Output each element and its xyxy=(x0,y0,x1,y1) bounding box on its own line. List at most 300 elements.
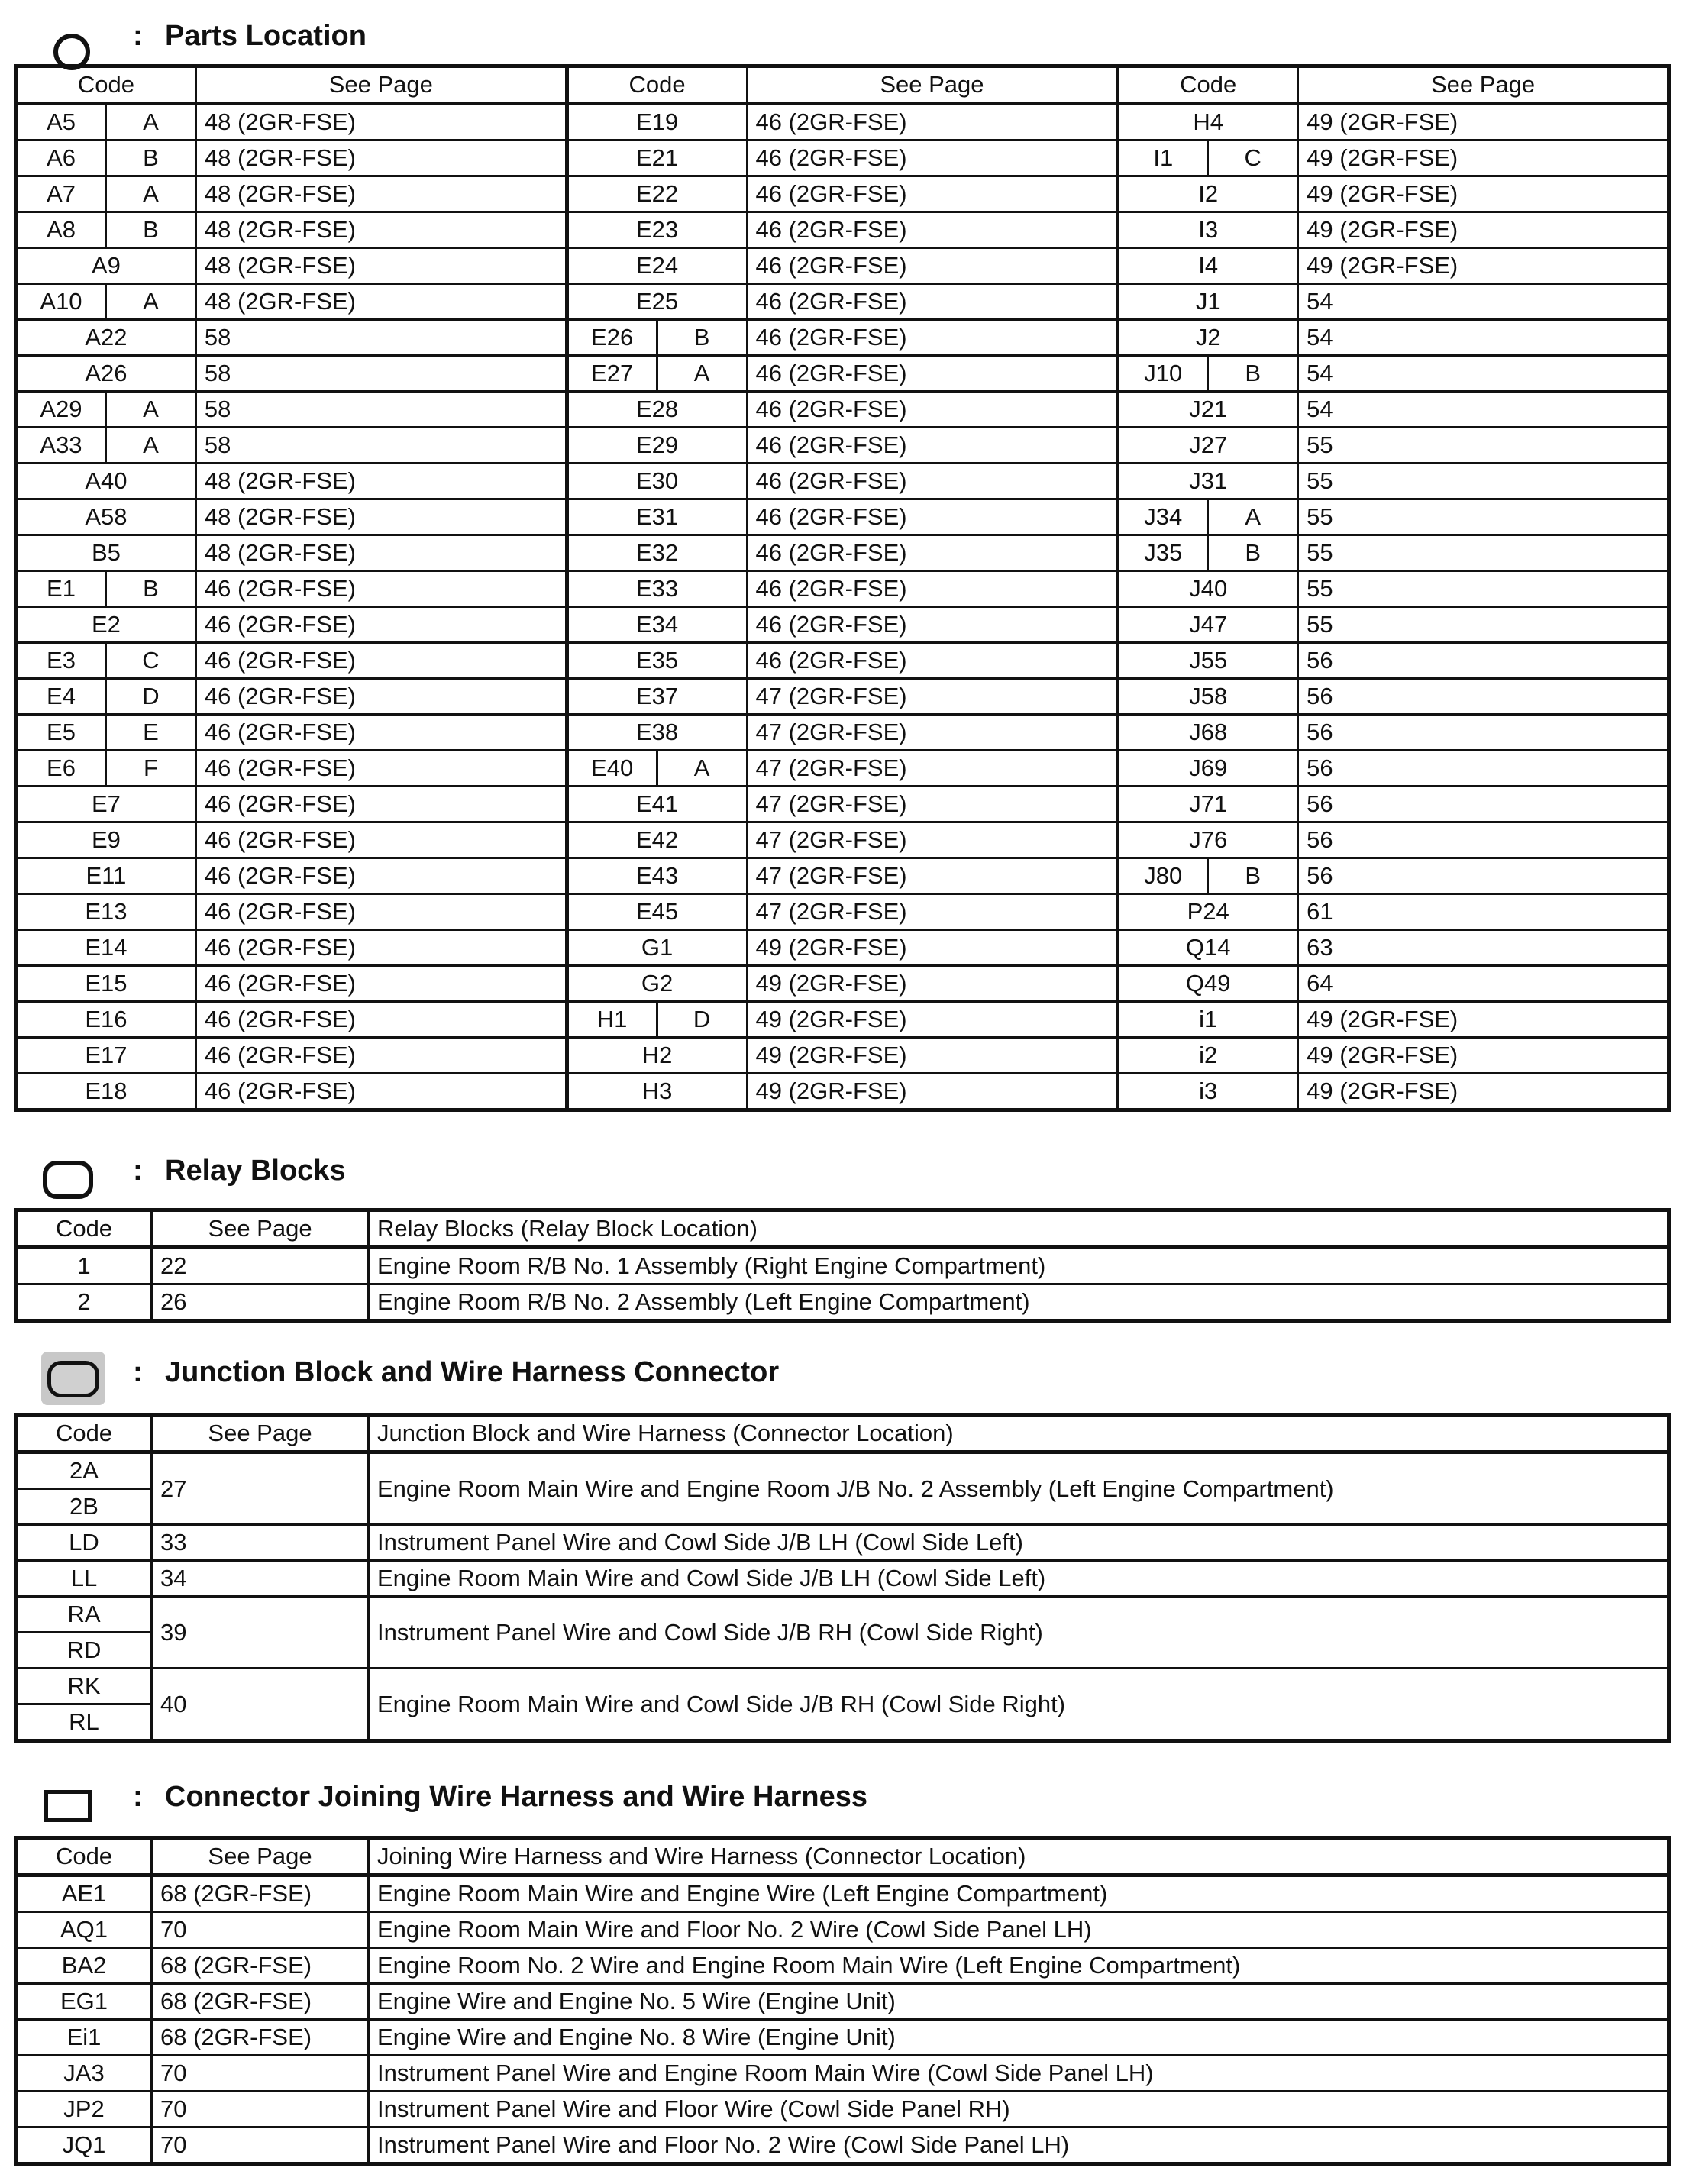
code-cell: J47 xyxy=(1118,607,1298,643)
table-row xyxy=(16,2092,1669,2127)
colon: : xyxy=(133,1356,143,1388)
connector-letter-cell: C xyxy=(105,643,195,679)
header-description: Junction Block and Wire Harness (Connector Location) xyxy=(369,1415,1669,1452)
see-page-cell: 46 (2GR-FSE) xyxy=(747,104,1118,141)
see-page-cell: 48 (2GR-FSE) xyxy=(195,176,567,212)
see-page-cell: 49 (2GR-FSE) xyxy=(1298,212,1669,248)
description-cell: Engine Room No. 2 Wire and Engine Room Main Wire (Left Engine Compartment) xyxy=(369,1948,1669,1984)
code-cell: E43 xyxy=(567,858,747,894)
see-page-cell: 46 (2GR-FSE) xyxy=(195,894,567,930)
code-cell: E16 xyxy=(16,1002,196,1038)
see-page-cell: 46 (2GR-FSE) xyxy=(195,679,567,715)
code-cell: P24 xyxy=(1118,894,1298,930)
description-cell: Engine Wire and Engine No. 8 Wire (Engine Unit) xyxy=(369,2020,1669,2056)
code-cell: E35 xyxy=(567,643,747,679)
header-code: Code xyxy=(16,1415,152,1452)
code-cell: H4 xyxy=(1118,104,1298,141)
table-row xyxy=(16,1074,1669,1110)
code-cell: G1 xyxy=(567,930,747,966)
see-page-cell: 49 (2GR-FSE) xyxy=(747,1038,1118,1074)
see-page-cell: 49 (2GR-FSE) xyxy=(1298,1074,1669,1110)
code-cell: H1 xyxy=(567,1002,657,1038)
see-page-cell: 47 (2GR-FSE) xyxy=(747,751,1118,787)
see-page-cell: 46 (2GR-FSE) xyxy=(747,643,1118,679)
see-page-cell: 70 xyxy=(152,2092,369,2127)
code-cell: JQ1 xyxy=(16,2127,152,2164)
see-page-cell: 47 (2GR-FSE) xyxy=(747,715,1118,751)
code-cell: EG1 xyxy=(16,1984,152,2020)
code-cell: E19 xyxy=(567,104,747,141)
see-page-cell: 49 (2GR-FSE) xyxy=(1298,141,1669,176)
see-page-cell: 49 (2GR-FSE) xyxy=(747,966,1118,1002)
code-cell: i1 xyxy=(1118,1002,1298,1038)
code-cell: J71 xyxy=(1118,787,1298,822)
header-see-page: See Page xyxy=(1298,66,1669,104)
description-cell: Engine Room R/B No. 2 Assembly (Left Engine Compartment) xyxy=(369,1284,1669,1321)
junction-block-header xyxy=(0,1352,1683,1397)
table-row xyxy=(16,499,1669,535)
table-row xyxy=(16,966,1669,1002)
parts-location-header xyxy=(0,14,1683,60)
header-description: Relay Blocks (Relay Block Location) xyxy=(369,1210,1669,1248)
table-row xyxy=(16,643,1669,679)
see-page-cell: 58 xyxy=(195,392,567,428)
code-cell: E11 xyxy=(16,858,196,894)
see-page-cell: 39 xyxy=(152,1597,369,1669)
see-page-cell: 55 xyxy=(1298,535,1669,571)
see-page-cell: 49 (2GR-FSE) xyxy=(1298,104,1669,141)
see-page-cell: 46 (2GR-FSE) xyxy=(195,1002,567,1038)
code-cell: i2 xyxy=(1118,1038,1298,1074)
header-see-page: See Page xyxy=(195,66,567,104)
connector-letter-cell: B xyxy=(1208,858,1298,894)
see-page-cell: 54 xyxy=(1298,392,1669,428)
connector-joining-table xyxy=(14,1836,1671,2166)
see-page-cell: 70 xyxy=(152,1912,369,1948)
table-row xyxy=(16,1284,1669,1321)
code-cell: E4 xyxy=(16,679,106,715)
parts-header-row xyxy=(16,66,1669,104)
see-page-cell: 56 xyxy=(1298,643,1669,679)
table-row xyxy=(16,176,1669,212)
code-cell: E6 xyxy=(16,751,106,787)
code-cell: E2 xyxy=(16,607,196,643)
code-cell: H3 xyxy=(567,1074,747,1110)
joining-header-row xyxy=(16,1838,1669,1875)
section-title: Parts Location xyxy=(165,20,367,52)
code-cell: E30 xyxy=(567,464,747,499)
code-cell: E25 xyxy=(567,284,747,320)
see-page-cell: 68 (2GR-FSE) xyxy=(152,1875,369,1912)
see-page-cell: 46 (2GR-FSE) xyxy=(747,176,1118,212)
see-page-cell: 34 xyxy=(152,1561,369,1597)
see-page-cell: 54 xyxy=(1298,356,1669,392)
connector-letter-cell: A xyxy=(105,104,195,141)
see-page-cell: 47 (2GR-FSE) xyxy=(747,858,1118,894)
header-see-page: See Page xyxy=(152,1838,369,1875)
code-cell: BA2 xyxy=(16,1948,152,1984)
see-page-cell: 46 (2GR-FSE) xyxy=(195,571,567,607)
code-cell: I4 xyxy=(1118,248,1298,284)
code-cell: A26 xyxy=(16,356,196,392)
code-cell: A5 xyxy=(16,104,106,141)
see-page-cell: 46 (2GR-FSE) xyxy=(747,571,1118,607)
code-cell: E24 xyxy=(567,248,747,284)
relay-blocks-header xyxy=(0,1149,1683,1194)
see-page-cell: 26 xyxy=(152,1284,369,1321)
code-cell: LL xyxy=(16,1561,152,1597)
connector-letter-cell: B xyxy=(105,212,195,248)
code-cell: E38 xyxy=(567,715,747,751)
code-cell: E40 xyxy=(567,751,657,787)
code-cell: E15 xyxy=(16,966,196,1002)
see-page-cell: 48 (2GR-FSE) xyxy=(195,212,567,248)
code-cell: E1 xyxy=(16,571,106,607)
see-page-cell: 47 (2GR-FSE) xyxy=(747,679,1118,715)
description-cell: Instrument Panel Wire and Cowl Side J/B RH (Cowl Side Right) xyxy=(369,1597,1669,1669)
see-page-cell: 46 (2GR-FSE) xyxy=(195,715,567,751)
table-row xyxy=(16,1525,1669,1561)
see-page-cell: 68 (2GR-FSE) xyxy=(152,2020,369,2056)
code-cell: J40 xyxy=(1118,571,1298,607)
code-cell: A7 xyxy=(16,176,106,212)
code-cell: 2 xyxy=(16,1284,152,1321)
see-page-cell: 55 xyxy=(1298,571,1669,607)
table-row xyxy=(16,392,1669,428)
table-row xyxy=(16,104,1669,141)
table-row xyxy=(16,1597,1669,1633)
colon: : xyxy=(133,1781,143,1813)
description-cell: Instrument Panel Wire and Floor No. 2 Wire (Cowl Side Panel LH) xyxy=(369,2127,1669,2164)
see-page-cell: 46 (2GR-FSE) xyxy=(195,787,567,822)
table-row xyxy=(16,894,1669,930)
see-page-cell: 47 (2GR-FSE) xyxy=(747,787,1118,822)
see-page-cell: 46 (2GR-FSE) xyxy=(747,248,1118,284)
table-row xyxy=(16,1875,1669,1912)
see-page-cell: 61 xyxy=(1298,894,1669,930)
shaded-rounded-rect-symbol-icon xyxy=(47,1361,99,1397)
see-page-cell: 46 (2GR-FSE) xyxy=(747,607,1118,643)
description-cell: Engine Room Main Wire and Engine Wire (Left Engine Compartment) xyxy=(369,1875,1669,1912)
see-page-cell: 46 (2GR-FSE) xyxy=(195,966,567,1002)
table-row xyxy=(16,715,1669,751)
see-page-cell: 49 (2GR-FSE) xyxy=(1298,1038,1669,1074)
see-page-cell: 46 (2GR-FSE) xyxy=(747,464,1118,499)
table-row xyxy=(16,751,1669,787)
connector-letter-cell: C xyxy=(1208,141,1298,176)
code-cell: Q49 xyxy=(1118,966,1298,1002)
header-code: Code xyxy=(1118,66,1298,104)
connector-letter-cell: B xyxy=(105,571,195,607)
see-page-cell: 47 (2GR-FSE) xyxy=(747,822,1118,858)
see-page-cell: 46 (2GR-FSE) xyxy=(195,751,567,787)
see-page-cell: 64 xyxy=(1298,966,1669,1002)
see-page-cell: 46 (2GR-FSE) xyxy=(195,1038,567,1074)
code-cell: RK xyxy=(16,1669,152,1704)
table-row xyxy=(16,284,1669,320)
code-cell: G2 xyxy=(567,966,747,1002)
code-cell: E41 xyxy=(567,787,747,822)
table-row xyxy=(16,248,1669,284)
code-cell: LD xyxy=(16,1525,152,1561)
section-title: Relay Blocks xyxy=(165,1155,346,1187)
connector-joining-header xyxy=(0,1776,1683,1822)
description-cell: Engine Wire and Engine No. 5 Wire (Engine Unit) xyxy=(369,1984,1669,2020)
section-title: Junction Block and Wire Harness Connector xyxy=(165,1356,780,1388)
see-page-cell: 49 (2GR-FSE) xyxy=(1298,1002,1669,1038)
see-page-cell: 56 xyxy=(1298,822,1669,858)
code-cell: A6 xyxy=(16,141,106,176)
description-cell: Engine Room R/B No. 1 Assembly (Right Engine Compartment) xyxy=(369,1248,1669,1284)
code-cell: E23 xyxy=(567,212,747,248)
code-cell: A29 xyxy=(16,392,106,428)
header-code: Code xyxy=(16,66,196,104)
table-row xyxy=(16,2127,1669,2164)
see-page-cell: 55 xyxy=(1298,607,1669,643)
see-page-cell: 49 (2GR-FSE) xyxy=(1298,176,1669,212)
see-page-cell: 46 (2GR-FSE) xyxy=(747,356,1118,392)
see-page-cell: 48 (2GR-FSE) xyxy=(195,499,567,535)
code-cell: J80 xyxy=(1118,858,1208,894)
see-page-cell: 27 xyxy=(152,1452,369,1525)
see-page-cell: 56 xyxy=(1298,751,1669,787)
see-page-cell: 46 (2GR-FSE) xyxy=(747,212,1118,248)
code-cell: I1 xyxy=(1118,141,1208,176)
code-cell: E17 xyxy=(16,1038,196,1074)
description-cell: Engine Room Main Wire and Cowl Side J/B RH (Cowl Side Right) xyxy=(369,1669,1669,1741)
code-cell: H2 xyxy=(567,1038,747,1074)
see-page-cell: 55 xyxy=(1298,499,1669,535)
table-row xyxy=(16,787,1669,822)
header-code: Code xyxy=(16,1838,152,1875)
description-cell: Instrument Panel Wire and Engine Room Main Wire (Cowl Side Panel LH) xyxy=(369,2056,1669,2092)
code-cell: E37 xyxy=(567,679,747,715)
code-cell: E18 xyxy=(16,1074,196,1110)
see-page-cell: 49 (2GR-FSE) xyxy=(1298,248,1669,284)
see-page-cell: 46 (2GR-FSE) xyxy=(195,607,567,643)
table-row xyxy=(16,1561,1669,1597)
see-page-cell: 56 xyxy=(1298,715,1669,751)
code-cell: E27 xyxy=(567,356,657,392)
see-page-cell: 46 (2GR-FSE) xyxy=(747,320,1118,356)
parts-location-table xyxy=(14,64,1671,1112)
see-page-cell: 46 (2GR-FSE) xyxy=(747,141,1118,176)
code-cell: I3 xyxy=(1118,212,1298,248)
code-cell: E29 xyxy=(567,428,747,464)
code-cell: AE1 xyxy=(16,1875,152,1912)
code-cell: RA xyxy=(16,1597,152,1633)
code-cell: J1 xyxy=(1118,284,1298,320)
code-cell: E26 xyxy=(567,320,657,356)
connector-letter-cell: B xyxy=(105,141,195,176)
connector-letter-cell: E xyxy=(105,715,195,751)
see-page-cell: 22 xyxy=(152,1248,369,1284)
code-cell: E42 xyxy=(567,822,747,858)
code-cell: E33 xyxy=(567,571,747,607)
table-row xyxy=(16,930,1669,966)
description-cell: Engine Room Main Wire and Engine Room J/B No. 2 Assembly (Left Engine Compartment) xyxy=(369,1452,1669,1525)
rectangle-symbol-icon xyxy=(44,1790,92,1822)
table-row xyxy=(16,356,1669,392)
code-cell: 2B xyxy=(16,1489,152,1525)
table-row xyxy=(16,212,1669,248)
table-row xyxy=(16,320,1669,356)
connector-letter-cell: A xyxy=(1208,499,1298,535)
see-page-cell: 63 xyxy=(1298,930,1669,966)
see-page-cell: 49 (2GR-FSE) xyxy=(747,1074,1118,1110)
code-cell: J27 xyxy=(1118,428,1298,464)
header-description: Joining Wire Harness and Wire Harness (Connector Location) xyxy=(369,1838,1669,1875)
code-cell: E45 xyxy=(567,894,747,930)
see-page-cell: 49 (2GR-FSE) xyxy=(747,930,1118,966)
description-cell: Instrument Panel Wire and Floor Wire (Cowl Side Panel RH) xyxy=(369,2092,1669,2127)
header-code: Code xyxy=(567,66,747,104)
code-cell: E14 xyxy=(16,930,196,966)
see-page-cell: 48 (2GR-FSE) xyxy=(195,104,567,141)
code-cell: A40 xyxy=(16,464,196,499)
table-row xyxy=(16,2056,1669,2092)
connector-letter-cell: D xyxy=(105,679,195,715)
table-row xyxy=(16,1248,1669,1284)
connector-letter-cell: A xyxy=(657,751,747,787)
colon: : xyxy=(133,1155,143,1187)
code-cell: JP2 xyxy=(16,2092,152,2127)
header-see-page: See Page xyxy=(152,1210,369,1248)
code-cell: A9 xyxy=(16,248,196,284)
see-page-cell: 48 (2GR-FSE) xyxy=(195,248,567,284)
connector-letter-cell: A xyxy=(657,356,747,392)
code-cell: J58 xyxy=(1118,679,1298,715)
see-page-cell: 49 (2GR-FSE) xyxy=(747,1002,1118,1038)
connector-letter-cell: A xyxy=(105,176,195,212)
code-cell: Q14 xyxy=(1118,930,1298,966)
see-page-cell: 58 xyxy=(195,428,567,464)
see-page-cell: 55 xyxy=(1298,464,1669,499)
see-page-cell: 68 (2GR-FSE) xyxy=(152,1984,369,2020)
header-see-page: See Page xyxy=(747,66,1118,104)
table-row xyxy=(16,535,1669,571)
table-row xyxy=(16,1669,1669,1704)
table-row xyxy=(16,464,1669,499)
table-row xyxy=(16,141,1669,176)
code-cell: 2A xyxy=(16,1452,152,1489)
connector-letter-cell: A xyxy=(105,428,195,464)
connector-letter-cell: D xyxy=(657,1002,747,1038)
connector-letter-cell: A xyxy=(105,284,195,320)
see-page-cell: 48 (2GR-FSE) xyxy=(195,535,567,571)
see-page-cell: 46 (2GR-FSE) xyxy=(747,392,1118,428)
code-cell: A10 xyxy=(16,284,106,320)
table-row xyxy=(16,1912,1669,1948)
code-cell: JA3 xyxy=(16,2056,152,2092)
code-cell: RD xyxy=(16,1633,152,1669)
code-cell: E32 xyxy=(567,535,747,571)
see-page-cell: 56 xyxy=(1298,787,1669,822)
see-page-cell: 70 xyxy=(152,2056,369,2092)
code-cell: E22 xyxy=(567,176,747,212)
code-cell: J34 xyxy=(1118,499,1208,535)
see-page-cell: 54 xyxy=(1298,284,1669,320)
header-code: Code xyxy=(16,1210,152,1248)
code-cell: E13 xyxy=(16,894,196,930)
table-row xyxy=(16,1002,1669,1038)
table-row xyxy=(16,428,1669,464)
connector-letter-cell: F xyxy=(105,751,195,787)
see-page-cell: 46 (2GR-FSE) xyxy=(747,284,1118,320)
table-row xyxy=(16,858,1669,894)
table-row xyxy=(16,1038,1669,1074)
code-cell: J55 xyxy=(1118,643,1298,679)
see-page-cell: 70 xyxy=(152,2127,369,2164)
connector-letter-cell: B xyxy=(1208,535,1298,571)
code-cell: J10 xyxy=(1118,356,1208,392)
code-cell: I2 xyxy=(1118,176,1298,212)
see-page-cell: 46 (2GR-FSE) xyxy=(195,858,567,894)
table-row xyxy=(16,822,1669,858)
see-page-cell: 46 (2GR-FSE) xyxy=(747,428,1118,464)
connector-letter-cell: A xyxy=(105,392,195,428)
code-cell: E7 xyxy=(16,787,196,822)
see-page-cell: 46 (2GR-FSE) xyxy=(195,1074,567,1110)
see-page-cell: 47 (2GR-FSE) xyxy=(747,894,1118,930)
table-row xyxy=(16,1948,1669,1984)
see-page-cell: 33 xyxy=(152,1525,369,1561)
code-cell: J35 xyxy=(1118,535,1208,571)
see-page-cell: 46 (2GR-FSE) xyxy=(747,499,1118,535)
rounded-rect-symbol-icon xyxy=(43,1161,93,1199)
see-page-cell: 48 (2GR-FSE) xyxy=(195,141,567,176)
colon: : xyxy=(133,20,143,52)
relay-header-row xyxy=(16,1210,1669,1248)
code-cell: J2 xyxy=(1118,320,1298,356)
code-cell: J76 xyxy=(1118,822,1298,858)
see-page-cell: 58 xyxy=(195,356,567,392)
see-page-cell: 55 xyxy=(1298,428,1669,464)
see-page-cell: 46 (2GR-FSE) xyxy=(195,643,567,679)
junction-block-table xyxy=(14,1413,1671,1743)
code-cell: Ei1 xyxy=(16,2020,152,2056)
code-cell: A33 xyxy=(16,428,106,464)
see-page-cell: 56 xyxy=(1298,858,1669,894)
code-cell: A22 xyxy=(16,320,196,356)
see-page-cell: 46 (2GR-FSE) xyxy=(195,930,567,966)
code-cell: J31 xyxy=(1118,464,1298,499)
code-cell: E3 xyxy=(16,643,106,679)
see-page-cell: 54 xyxy=(1298,320,1669,356)
junction-header-row xyxy=(16,1415,1669,1452)
code-cell: AQ1 xyxy=(16,1912,152,1948)
code-cell: i3 xyxy=(1118,1074,1298,1110)
see-page-cell: 58 xyxy=(195,320,567,356)
code-cell: E34 xyxy=(567,607,747,643)
connector-letter-cell: B xyxy=(657,320,747,356)
code-cell: J69 xyxy=(1118,751,1298,787)
code-cell: 1 xyxy=(16,1248,152,1284)
description-cell: Engine Room Main Wire and Cowl Side J/B LH (Cowl Side Left) xyxy=(369,1561,1669,1597)
table-row xyxy=(16,1984,1669,2020)
see-page-cell: 46 (2GR-FSE) xyxy=(195,822,567,858)
code-cell: A58 xyxy=(16,499,196,535)
code-cell: J21 xyxy=(1118,392,1298,428)
relay-blocks-table xyxy=(14,1208,1671,1323)
table-row xyxy=(16,571,1669,607)
code-cell: J68 xyxy=(1118,715,1298,751)
connector-letter-cell: B xyxy=(1208,356,1298,392)
table-row xyxy=(16,679,1669,715)
table-row xyxy=(16,1452,1669,1489)
code-cell: RL xyxy=(16,1704,152,1741)
see-page-cell: 56 xyxy=(1298,679,1669,715)
